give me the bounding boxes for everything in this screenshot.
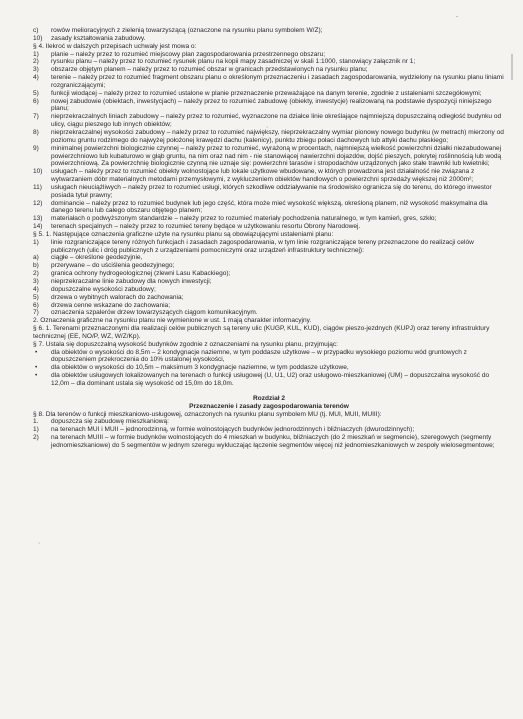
list-item <box>33 302 505 310</box>
list-item <box>33 184 505 200</box>
list-item-text: ciągłe – określone geodezyjnie, <box>51 254 143 262</box>
list-marker: 2) <box>33 270 39 278</box>
list-item <box>33 418 505 426</box>
list-item-text: nieprzekraczalnej wysokości zabudowy – należy przez to rozumieć największy, nieprzekraczalny wymiar pionowy nowego budynku (w metrach) mierzony od poziomu gruntu rodzimego do najwyżej położonej krawędzi dachu (kalenicy), punktu zbiegu połaci dachowych lub attyki dachu płaskiego; <box>51 128 504 144</box>
list-item <box>33 239 505 255</box>
spacer <box>33 388 505 395</box>
list-marker: 7) <box>33 113 39 121</box>
list-item-text: drzewa o wybitnych walorach do zachowania; <box>51 293 184 301</box>
bullet-item <box>33 364 505 372</box>
list-item-text: terenie – należy przez to rozumieć fragment obszaru planu o określonym przeznaczeniu i zasadach zagospodarowania, wydzielony na rysunku planu liniami rozgraniczającymi; <box>51 74 504 89</box>
list-item <box>33 270 505 278</box>
bullet-item <box>33 349 505 365</box>
paragraph: § 5. 1. Następujące oznaczenia graficzne użyte na rysunku planu są obowiązującymi ustaleniami planu: <box>33 230 334 238</box>
list-marker: 13) <box>33 215 43 223</box>
paragraph: § 8. Dla terenów o funkcji mieszkaniowo-usługowej, oznaczonych na rysunku planu symbolem MU (tj. MUI, MUII, MUIII): <box>33 410 382 418</box>
list-item <box>33 35 505 43</box>
list-item <box>33 168 505 184</box>
list-item <box>33 286 505 294</box>
list-item <box>33 27 505 35</box>
paragraph: § 7. Ustala się dopuszczalną wysokość budynków zgodnie z oznaczeniami na rysunku planu, przyjmując: <box>33 340 338 348</box>
list-item <box>33 278 505 286</box>
list-item <box>33 434 505 450</box>
list-item-text: dominancie – należy przez to rozumieć budynek lub jego część, która może mieć wysokość większą, określoną planem, niż wysokość maksymalna dla danego terenu lub całego obszaru objętego planem; <box>51 199 488 215</box>
list-item-text: dla obiektów o wysokości do 8,5m – 2 kondygnacje naziemne, w tym poddasze użytkowe – w przypadku wysokiego poziomu wód gruntowych z dopuszczeniem przekroczenia do 10% ustalonej wysokości, <box>51 348 467 364</box>
list-marker: 14) <box>33 223 43 231</box>
list-marker: 10) <box>33 34 43 42</box>
list-marker: 2) <box>33 434 39 442</box>
list-item <box>33 309 505 317</box>
list-item-text: drzewa cenne wskazane do zachowania; <box>51 301 171 309</box>
list-item-text: dopuszczalne wysokości zabudowy; <box>51 285 156 293</box>
list-item <box>33 66 505 74</box>
scan-edge-mark <box>511 54 513 80</box>
list-item <box>33 98 505 114</box>
list-marker: 1) <box>33 50 39 58</box>
bullet-item <box>33 372 505 388</box>
list-item-text: oznaczenia szpalerów drzew towarzyszących ciągom komunikacyjnym. <box>51 309 258 317</box>
list-item-text: dla obiektów o wysokości do 10,5m – maksimum 3 kondygnacje naziemne, w tym poddasze użytkowe, <box>51 364 349 372</box>
list-marker: b) <box>33 262 39 270</box>
list-item-text: usługach – należy przez to rozumieć obiekty wolnostojące lub lokale użytkowe wbudowane, w których prowadzona jest działalność nie związana z wytwarzaniem dóbr materialnych metodami przemysłowymi, z wykluczeniem obiektów handlowych o powierzchni sprzedaży większej niż 2000m²; <box>51 168 475 184</box>
list-item <box>33 51 505 59</box>
list-item <box>33 223 505 231</box>
list-item <box>33 200 505 216</box>
bullet-marker: • <box>35 372 38 380</box>
list-marker: 8) <box>33 128 39 136</box>
stray-mark: - <box>456 14 459 21</box>
list-marker: 4) <box>33 74 39 82</box>
list-item-text: granica ochrony hydrogeologicznej (zlewni Lasu Kabackiego); <box>51 270 231 278</box>
list-marker: 5) <box>33 89 39 97</box>
list-marker: 1. <box>33 418 39 426</box>
paragraph: § 4. Ilekroć w dalszych przepisach uchwały jest mowa o: <box>33 42 197 50</box>
list-item-text: na terenach MUIII – w formie budynków wolnostojących do 4 mieszkań w budynku, bliźniaczych (do 2 mieszkań w segmencie), szeregowych (segmenty jednomieszkaniowe) do 5 segmentów w jednym szeregu wykluczając łączenie segmentów więcej niż jednomieszkaniowych w zespoły wielosegmentowe; <box>51 434 495 449</box>
list-marker: 1) <box>33 426 39 434</box>
list-item-text: nieprzekraczalnych liniach zabudowy – należy przez to rozumieć, wyznaczone na działce linie określające najmniejszą dopuszczalną odległość budynku od ulicy, ciągu pieszego lub innych obiektów; <box>51 113 502 129</box>
list-item <box>33 294 505 302</box>
paragraph: 2. Oznaczenia graficzne na rysunku planu nie wymienione w ust. 1 mają charakter informacyjny. <box>33 317 312 325</box>
bullet-marker: • <box>35 348 38 356</box>
list-item-text: nieprzekraczalne linie zabudowy dla nowych inwestycji; <box>51 278 212 285</box>
list-item-text: rysunku planu – należy przez to rozumieć rysunek planu na kopii mapy zasadniczej w skali 1:1000, stanowiący załącznik nr 1; <box>51 58 416 66</box>
list-marker: 5) <box>33 293 39 301</box>
list-item <box>33 113 505 129</box>
bullet-marker: • <box>35 364 38 372</box>
list-marker: c) <box>33 27 39 34</box>
list-item <box>33 90 505 98</box>
list-marker: a) <box>33 254 39 262</box>
list-item <box>33 58 505 66</box>
list-item-text: dopuszcza się zabudowę mieszkaniową: <box>51 418 169 426</box>
list-item-text: na terenach MUI i MUII – jednorodzinną, w formie wolnostojących budynków jednorodzinnych i bliźniaczych (dwurodzinnych); <box>51 426 415 434</box>
list-item-text: obszarze objętym planem – należy przez to rozumieć obszar w granicach przedstawionych na rysunku planu; <box>51 66 368 74</box>
list-item-text: minimalnej powierzchni biologicznie czynnej – należy przez to rozumieć, wyrażoną w procentach, najmniejszą wielkość powierzchni działki niezabudowanej powierzchniowo lub kubaturowo w głąb gruntu, na nim oraz nad nim - nie stanowiącej nawierzchni dojazdów, dojść pieszych, pokrytej roślinnością lub wodą powierzchniową. Za powierzchnię biologicznie czynną nie uznaje się: powierzchni tarasów i stropodachów urządzonych jako stałe trawniki lub kwietniki; <box>51 144 502 168</box>
list-item-text: nowej zabudowie (obiektach, inwestycjach) – należy przez to rozumieć zabudowę (obiekty, inwestycje) realizowaną na podstawie dyspozycji niniejszego planu; <box>51 97 492 113</box>
list-item <box>33 254 505 262</box>
list-item-text: dla obiektów usługowych lokalizowanych na terenach o funkcji usługowej (U, U1, U2) oraz usługowo-mieszkaniowej (UM) – dopuszczalna wysokość do 12,0m – dla dominant ustala się wysokość od 15,0m do 18,0m. <box>51 372 490 387</box>
list-marker: 3) <box>33 278 39 285</box>
list-item <box>33 145 505 169</box>
list-marker: 4) <box>33 285 39 293</box>
list-item-text: usługach nieuciążliwych – należy przez to rozumieć usługi, których szkodliwe oddziaływanie na środowisko ograniczа się do terenu, do którego inwestor posiada tytuł prawny; <box>51 183 492 199</box>
list-marker: 11) <box>33 183 42 191</box>
list-item-text: rowów melioracyjnych z zielenią towarzyszącą (oznaczone na rysunku planu symbolem W/Z); <box>51 27 323 34</box>
list-item-text: zasady kształtowania zabudowy. <box>51 34 146 42</box>
list-item-text: przerywane – do uściślenia geodezyjnego; <box>51 262 175 270</box>
list-marker: 7) <box>33 309 39 317</box>
list-item-text: funkcji wiodącej – należy przez to rozumieć ustalone w planie przeznaczenie przeważające na danym terenie, zgodnie z ustaleniami szczegółowymi; <box>51 89 482 97</box>
list-item <box>33 129 505 145</box>
list-item <box>33 262 505 270</box>
list-marker: 2) <box>33 58 39 66</box>
stray-mark: · <box>38 540 41 547</box>
chapter-heading: Przeznaczenie i zasady zagospodarowania terenów <box>189 402 349 410</box>
list-marker: 3) <box>33 66 39 74</box>
list-marker: 10) <box>33 168 43 176</box>
list-item <box>33 215 505 223</box>
list-item <box>33 74 505 90</box>
list-item-text: materiałach o podwyższonym standardzie – należy przez to rozumieć materiały pochodzenia naturalnego, w tym kamień, gres, szkło; <box>51 215 437 223</box>
list-item-text: terenach specjalnych – należy przez to rozumieć tereny będące w użytkowaniu resortu Obrony Narodowej. <box>51 223 361 231</box>
chapter-heading: Rozdział 2 <box>252 394 285 402</box>
list-item-text: linie rozgraniczające tereny różnych funkcjach i zasadach zagospodarowania, w tym linie rozgraniczające tereny przeznaczone do realizacji celów publicznych (ulic i dróg publicznych z urządzeniami pomocniczymi oraz urządzeń infrastruktury technicznej): <box>51 238 474 254</box>
list-item-text: planie – należy przez to rozumieć miejscowy plan zagospodarowania przestrzennego obszaru; <box>51 50 326 58</box>
list-item <box>33 426 505 434</box>
document-text <box>33 27 505 450</box>
list-marker: 12) <box>33 199 43 207</box>
list-marker: 9) <box>33 144 39 152</box>
list-marker: 1) <box>33 238 39 246</box>
paragraph: § 6. 1. Terenami przeznaczonymi dla realizacji celów publicznych są tereny ulic (KUGP, KUL, KUD), ciągów pieszo-jezdnych (KUPJ) oraz tereny infrastruktury technicznej (EE, NO/P, WZ, W/Z/Kp). <box>33 325 490 340</box>
stray-mark: · <box>266 124 269 131</box>
list-marker: 6) <box>33 301 39 309</box>
list-marker: 6) <box>33 97 39 105</box>
